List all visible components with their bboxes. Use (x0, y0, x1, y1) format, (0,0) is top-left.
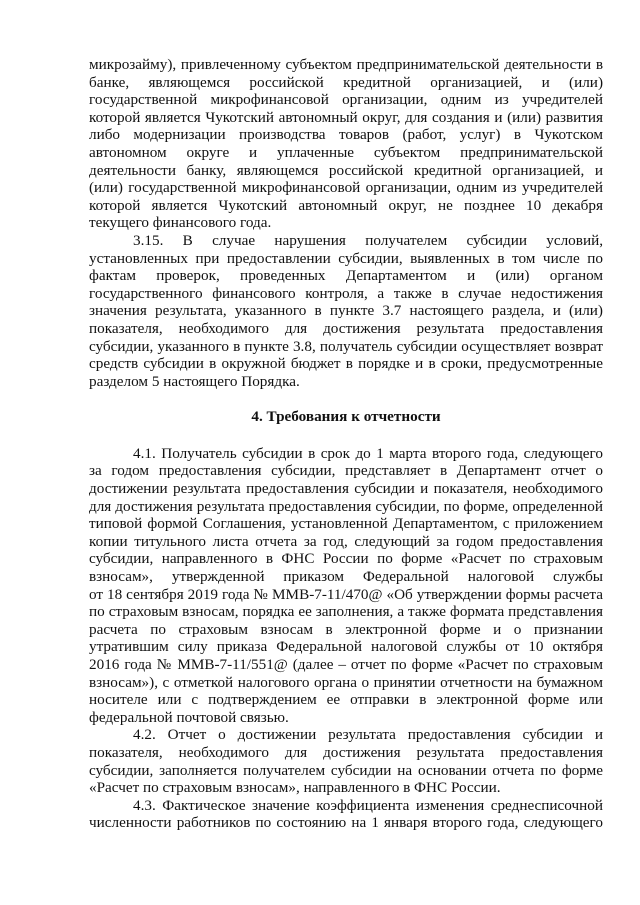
text-line: от 18 сентября 2019 года № ММВ-7-11/470@ «Об утверждении формы расчета (89, 585, 603, 603)
text-line: значения результата, указанного в пункте 3.7 настоящего раздела, и (или) (89, 302, 603, 320)
text-line: 4.3. Фактическое значение коэффициента изменения среднесписочной (133, 796, 603, 814)
paragraph-3-15 (89, 232, 603, 390)
text-line: типовой формой Соглашения, установленной Департаментом, с приложением (89, 515, 603, 533)
section-heading: 4. Требования к отчетности (251, 408, 441, 426)
text-line: деятельности банку, являющемся российской кредитной организацией, и (89, 161, 603, 179)
text-line: государственной микрофинансовой организации, одним из учредителей (89, 91, 603, 109)
text-line: банке, являющемся российской кредитной организацией, и (или) (89, 73, 603, 91)
text-line: расчета по страховым взносам в электронной форме и о признании (89, 620, 603, 638)
text-line: автономном округе и уплаченные субъектом предпринимательской (89, 143, 603, 161)
text-line: государственного финансового контроля, а также в случае недостижения (89, 284, 603, 302)
paragraph-4-1 (89, 445, 603, 727)
text-line: взносам», утвержденной приказом Федеральной налоговой службы (89, 568, 603, 586)
paragraph-previous (89, 56, 603, 232)
text-line: 4.2. Отчет о достижении результата предоставления субсидии и (133, 726, 603, 744)
text-line: численности работников по состоянию на 1 января второго года, следующего (89, 814, 603, 832)
text-line: утратившим силу приказа Федеральной налоговой службы от 10 октября (89, 638, 603, 656)
text-line: (или) государственной микрофинансовой организации, одним из учредителей (89, 179, 603, 197)
text-line: взносам»), с отметкой налогового органа о принятии отчетности на бумажном (89, 673, 603, 691)
text-line: разделом 5 настоящего Порядка. (89, 372, 300, 390)
text-line: носителе или с подтверждением ее отправки в электронной форме или (89, 691, 603, 709)
text-line: установленных при предоставлении субсидии, выявленных в том числе по (89, 249, 603, 267)
text-line: которой является Чукотский автономный округ, не позднее 10 декабря (89, 196, 603, 214)
text-line: копии титульного листа отчета за год, следующий за годом предоставления (89, 532, 603, 550)
paragraph-4-3 (89, 797, 603, 832)
text-line: 2016 года № ММВ-7-11/551@ (далее – отчет по форме «Расчет по страховым (89, 656, 603, 673)
text-line: 3.15. В случае нарушения получателем субсидии условий, (133, 231, 603, 249)
text-line: для достижения результата предоставления субсидии, по форме, определенной (89, 497, 603, 515)
text-line: субсидии, заполняется получателем субсидии на основании отчета по форме (89, 761, 603, 779)
text-line: по страховым взносам, порядка ее заполнения, а также формата представления (89, 603, 603, 621)
text-line: показателя, необходимого для достижения результата предоставления (89, 743, 603, 761)
text-line: субсидии, указанного в пункте 3.8, получатель субсидии осуществляет возврат (89, 337, 603, 355)
text-line: федеральной почтовой связью. (89, 708, 289, 726)
text-line: за годом предоставления субсидии, представляет в Департамент отчет о (89, 462, 603, 480)
text-line: показателя, необходимого для достижения результата предоставления (89, 319, 603, 337)
text-line: фактам проверок, проведенных Департаментом и (или) органом (89, 267, 603, 285)
text-line: 4.1. Получатель субсидии в срок до 1 марта второго года, следующего (133, 444, 603, 462)
text-line: которой является Чукотский автономный округ, для создания и (или) развития (89, 108, 603, 126)
text-line: субсидии, направленного в ФНС России по форме «Расчет по страховым (89, 550, 603, 568)
document-page (89, 56, 603, 832)
text-line: текущего финансового года. (89, 214, 272, 232)
text-line: «Расчет по страховым взносам», направленного в ФНС России. (89, 779, 501, 797)
text-line: средств субсидии в окружной бюджет в порядке и в сроки, предусмотренные (89, 355, 603, 373)
text-line: достижении результата предоставления субсидии и показателя, необходимого (89, 480, 603, 498)
paragraph-4-2 (89, 726, 603, 796)
text-line: либо модернизации производства товаров (работ, услуг) в Чукотском (89, 126, 603, 144)
text-line: микрозайму), привлеченному субъектом предпринимательской деятельности в (89, 56, 603, 73)
